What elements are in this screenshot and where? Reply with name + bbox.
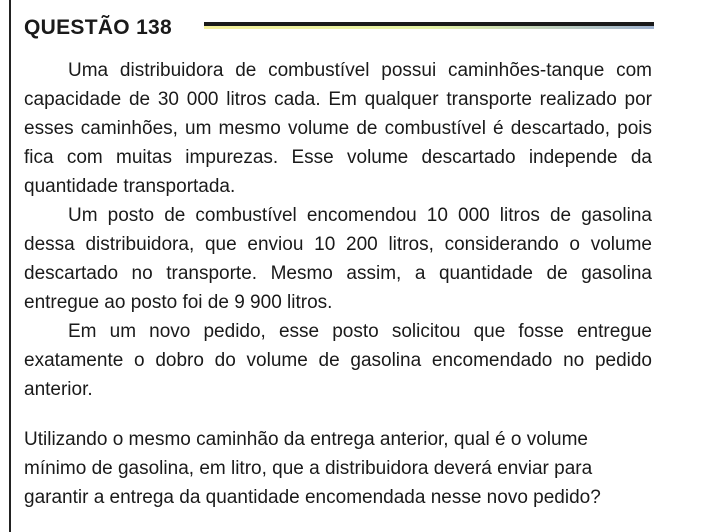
- paragraph-1: Uma distribuidora de combustível possui caminhões-tanque com capacidade de 30 000 litros cada. Em qualquer transporte realizado por esses caminhões, um mesmo volume de combustível é descartado, pois fica com muitas impurezas. Esse volume descartado independe da quantidade transportada.: [24, 60, 652, 197]
- paragraph-3: Em um novo pedido, esse posto solicitou que fosse entregue exatamente o dobro do volume de gasolina encomendado no pedido anterior.: [24, 321, 652, 400]
- question-header: [24, 14, 654, 44]
- left-margin-rule: [9, 0, 11, 532]
- title-divider-highlight: [204, 26, 654, 29]
- paragraph-2: Um posto de combustível encomendou 10 000 litros de gasolina dessa distribuidora, que enviou 10 200 litros, considerando o volume descartado no transporte. Mesmo assim, a quantidade de gasolina entregue ao posto foi de 9 900 litros.: [24, 205, 652, 313]
- question-prompt: Utilizando o mesmo caminhão da entrega anterior, qual é o volume mínimo de gasolina, em litro, que a distribuidora deverá enviar para garantir a entrega da quantidade encomendada nesse novo pedido?: [24, 429, 601, 508]
- question-body: [24, 56, 652, 404]
- question-title: QUESTÃO 138: [24, 16, 173, 39]
